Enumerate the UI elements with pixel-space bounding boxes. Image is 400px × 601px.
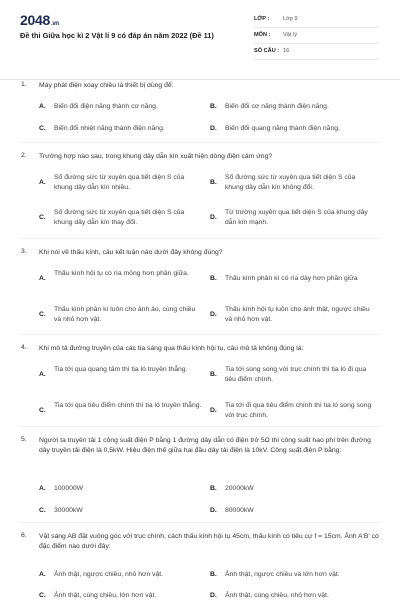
option-text: Biến đổi cơ năng thành điện năng. <box>225 103 329 110</box>
option-letter: C. <box>39 407 46 414</box>
option-letter: C. <box>39 592 46 599</box>
option-letter: C. <box>39 125 46 132</box>
question-divider <box>20 334 380 335</box>
option-letter: B. <box>210 179 217 186</box>
option-text: 30000kW <box>54 507 83 514</box>
option-text: Thấu kính hội tụ có rìa mỏng hơn phần giữa. <box>54 270 189 277</box>
option-letter: A. <box>39 485 46 492</box>
meta-question-count <box>254 44 379 60</box>
option-text: Biến đổi nhiệt năng thành điện năng. <box>54 125 165 132</box>
option-text: Ảnh thật, cùng chiều, nhỏ hơn vật. <box>225 592 329 599</box>
option-text: Biến đổi điện năng thành cơ năng. <box>54 103 158 110</box>
option-letter: D. <box>210 407 217 414</box>
meta-value: Vật lý <box>283 32 297 38</box>
option-letter: B. <box>210 485 217 492</box>
question-number: 3. <box>21 248 27 255</box>
option-text: 20000kW <box>225 485 254 492</box>
meta-value: 16 <box>283 48 290 54</box>
option-letter: A. <box>39 371 46 378</box>
option-letter: B. <box>210 275 217 282</box>
option-letter: D. <box>210 507 217 514</box>
option-text: Tia tới song song với trục chính thì tia ló đi qua tiêu điểm chính. <box>225 366 367 384</box>
meta-grade <box>254 12 379 28</box>
meta-label: SỐ CÂU : <box>254 48 280 54</box>
option-letter: A. <box>39 275 46 282</box>
option-text: 100000W <box>54 485 84 492</box>
meta-value: Lớp 9 <box>283 16 298 22</box>
question-divider <box>20 142 380 143</box>
option-text: Thấu kính phân kì có rìa dày hơn phần giữa <box>225 275 358 282</box>
option-letter: A. <box>39 179 46 186</box>
option-text: Tia tới qua tiêu điểm chính thì tia ló truyền thẳng. <box>54 402 202 409</box>
option-text: Số đường sức từ xuyên qua tiết diện S của khung dây dẫn kín nhiều. <box>54 174 185 192</box>
question-text: Máy phát điện xoay chiều là thiết bị dùng để: <box>39 82 174 89</box>
option-letter: C. <box>39 507 46 514</box>
option-text: Thấu kính hội tụ luôn cho ảnh thật, ngược chiều và nhỏ hơn vật. <box>225 306 370 324</box>
page-header <box>0 0 400 62</box>
option-text: Số đường sức từ xuyên qua tiết diện S của khung dây dẫn kín thay đổi. <box>54 209 185 227</box>
question-text: Khi mô tả đường truyền của các tia sáng qua thấu kính hội tụ, câu mô tả không đúng là: <box>39 345 304 352</box>
meta-label: MÔN : <box>254 32 271 38</box>
option-text: Từ trường xuyên qua tiết diện S của khung dây dẫn kín mạnh. <box>225 209 368 227</box>
option-text: Số đường sức từ xuyên qua tiết diện S của khung dây dẫn kín không đổi. <box>225 174 356 192</box>
option-letter: A. <box>39 571 46 578</box>
question-text: Người ta truyền tải 1 công suất điện P bằng 1 đường dây dẫn có điện trở 5Ω thì công suất hao phí trên đường dây truyền tải điện là 0,5kW. Hiệu điện thế giữa hai đầu dây tải điện là 10kV. Công suất điện P bằng: <box>39 437 371 455</box>
question-number: 6. <box>21 532 27 539</box>
option-text: Tia tới qua quang tâm thì tia ló truyền thẳng. <box>54 366 188 373</box>
option-letter: A. <box>39 103 46 110</box>
option-text: Ảnh thật, cùng chiều, lớn hơn vật. <box>54 592 157 599</box>
question-divider <box>20 238 380 239</box>
question-number: 4. <box>21 344 27 351</box>
question-text: Trường hợp nào sau, trong khung dây dẫn kín xuất hiện dòng điện cảm ứng? <box>39 153 273 160</box>
option-text: Thấu kính phân kì luôn cho ảnh ảo, cùng chiều và nhỏ hơn vật. <box>54 306 196 324</box>
option-text: Ảnh thật, ngược chiều và lớn hơn vật. <box>225 571 340 578</box>
option-letter: D. <box>210 311 217 318</box>
option-text: Biến đổi quang năng thành điện năng. <box>225 125 340 132</box>
option-letter: B. <box>210 103 217 110</box>
meta-subject <box>254 28 379 44</box>
logo-suffix: .vn <box>50 21 59 27</box>
question-divider <box>20 522 380 523</box>
exam-meta <box>254 12 379 60</box>
question-number: 2. <box>21 152 27 159</box>
option-letter: D. <box>210 125 217 132</box>
meta-label: LỚP : <box>254 16 270 22</box>
option-text: Ảnh thật, ngược chiều, nhỏ hơn vật. <box>54 571 164 578</box>
option-letter: D. <box>210 214 217 221</box>
option-letter: C. <box>39 214 46 221</box>
option-letter: C. <box>39 311 46 318</box>
header-divider <box>0 79 400 80</box>
logo-main: 2048 <box>20 12 50 28</box>
site-logo[interactable] <box>20 12 59 28</box>
question-number: 1. <box>21 81 27 88</box>
document-title: Đề thi Giữa học kì 2 Vật lí 9 có đáp án năm 2022 (Đề 11) <box>20 31 214 40</box>
option-letter: D. <box>210 592 217 599</box>
option-text: 80000kW <box>225 507 254 514</box>
option-text: Tia tới đi qua tiêu điểm chính thì tia ló song song với trục chính. <box>225 402 372 420</box>
question-text: Khi nói về thấu kính, câu kết luận nào dưới đây không đúng? <box>39 249 223 256</box>
question-text: Vật sáng AB đặt vuông góc với trục chính, cách thấu kính hội tụ 45cm, thấu kính có tiêu cự f = 15cm. Ảnh A'B' có đặc điểm nào dưới đây: <box>39 533 379 551</box>
option-letter: B. <box>210 571 217 578</box>
question-number: 5. <box>21 436 27 443</box>
question-divider <box>20 426 380 427</box>
option-letter: B. <box>210 371 217 378</box>
